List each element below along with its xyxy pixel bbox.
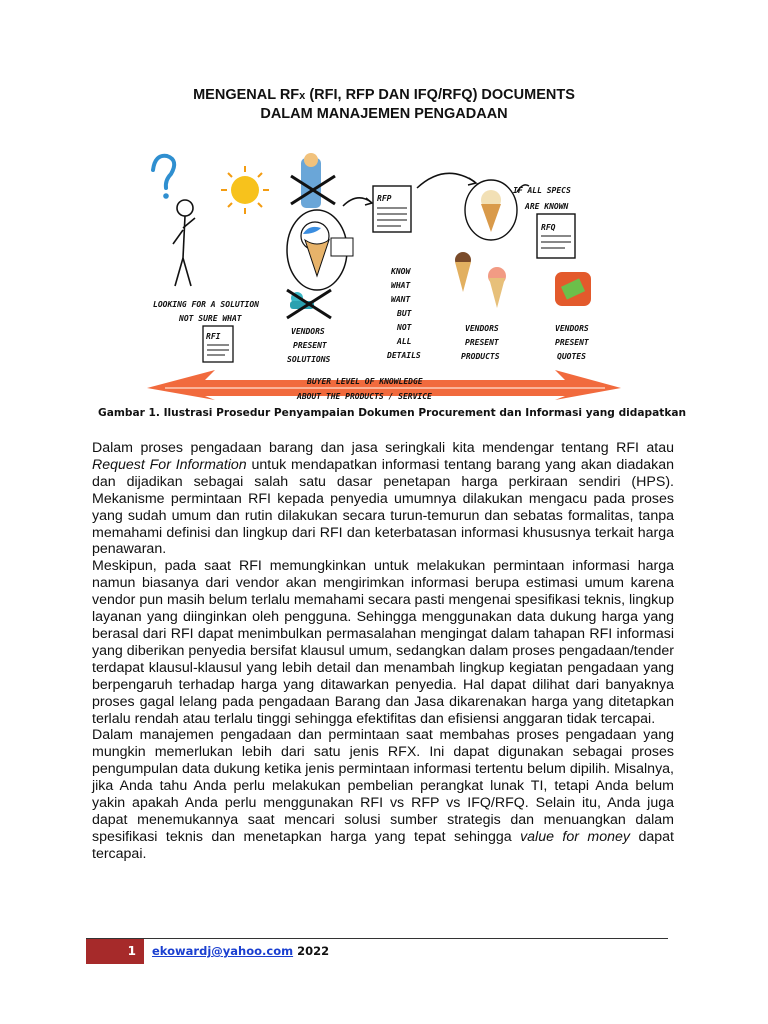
footer-divider [86,938,668,939]
footer-contact [152,944,329,958]
icecream-vendor-icon [287,210,353,290]
p1-text-b: untuk mendapatkan informasi tentang barang yang akan diadakan dan dijadikan sebagai salah satu dasar penetapan harga perkiraan sendiri (HPS). Mekanisme permintaan RFI kepada penyedia umumnya dilakukan mengacu pada proses yang sudah umum dan rutin dilakukan secara turun-temurun dan sebatas formalitas, tanpa memahami definisi dan lingkup dari RFI dan keterbatasan informasi khususnya terkait harga penawaran. [92,456,674,558]
rfq-doc-label: RFQ [541,223,556,232]
sun-icon [221,166,269,214]
label-know-5: NOT [397,323,412,332]
money-icon [555,272,591,306]
title-text-rest: (RFI, RFP DAN IFQ/RFQ) DOCUMENTS [305,87,575,103]
label-vendors-solutions-3: SOLUTIONS [287,355,331,364]
title-text: MENGENAL RF [193,87,300,103]
rfi-doc-label: RFI [206,332,221,341]
figure-caption: Gambar 1. Ilustrasi Prosedur Penyampaian Dokumen Procurement dan Informasi yang didapatkan [98,407,687,419]
rfp-document-icon [373,186,411,232]
p1-text-a: Dalam proses pengadaan barang dan jasa seringkali kita mendengar tentang RFI atau [92,440,674,456]
procurement-illustration [145,148,623,400]
label-know-2: WHAT [391,281,411,290]
label-vendors-products-3: PRODUCTS [461,352,500,361]
label-looking-2: NOT SURE WHAT [179,314,242,323]
rfq-document-icon [537,214,575,258]
rfp-doc-label: RFP [377,194,392,203]
footer-year: 2022 [293,944,330,958]
title-line-1 [0,86,768,105]
label-vendors-quotes-2: PRESENT [555,338,589,347]
vendor-crossed-icon [291,153,335,208]
document-title [0,86,768,123]
flow-arrow-2 [417,173,475,188]
p3-text-b: dapat tercapai. [92,828,674,862]
icecream-product-icon [465,180,517,240]
title-subscript: x [299,90,306,102]
label-know-1: KNOW [391,267,411,276]
label-know-4: BUT [397,309,412,318]
label-know-6: ALL [397,337,412,346]
icecream-cones-icon [455,252,506,308]
paragraph-3 [92,727,674,862]
label-specs-2: ARE KNOWN [525,202,569,211]
label-vendors-solutions-1: VENDORS [291,327,325,336]
paragraph-2: Meskipun, pada saat RFI memungkinkan untuk melakukan permintaan informasi harga namun biasanya dari vendor akan mengirimkan informasi berupa estimasi umum karena vendor pun masih belum terlalu memahami secara pasti mengenai spesifikasi teknis, lingkup layanan yang diinginkan oleh pengguna. Sehingga menggunakan data dukung harga yang berasal dari RFI dapat menimbulkan permasalahan mengingat dalam tahapan RFI informasi yang diberikan penyedia bersifat klausul umum, sedangkan dalam proses pengadaan/tender terdapat klausul-klausul yang lebih detail dan menambah lingkup kegiatan pengadaan yang berpengaruh terhadap harga yang ditawarkan penyedia. Hal dapat dilihat dari banyaknya proses gagal lelang pada pengadaan Barang dan Jasa dikarenakan harga yang ditetapkan terlalu rendah atau terlalu tinggi sehingga efektifitas dan efisiensi anggaran tidak tercapai. [92,558,674,727]
label-vendors-solutions-2: PRESENT [293,341,327,350]
thinking-person-icon [173,200,195,286]
label-know-3: WANT [391,295,411,304]
paragraph-1 [92,440,674,558]
vendor-crossed-bottom-icon [287,290,331,318]
label-vendors-products-1: VENDORS [465,324,499,333]
label-specs-1: IF ALL SPECS [513,186,571,195]
p3-emphasis: value for money [520,828,631,845]
label-vendors-quotes-1: VENDORS [555,324,589,333]
page-number: 1 [86,939,144,964]
question-mark-icon [153,156,174,199]
label-buyer-knowledge: BUYER LEVEL OF KNOWLEDGE [307,377,423,386]
rfi-document-icon [203,326,233,362]
body-text [92,440,674,863]
title-line-2: DALAM MANAJEMEN PENGADAAN [260,106,508,122]
label-looking-1: LOOKING FOR A SOLUTION [153,300,259,309]
email-link[interactable]: ekowardj@yahoo.com [152,944,294,958]
illustration-svg [145,148,623,400]
label-vendors-quotes-3: QUOTES [557,352,586,361]
label-about-products: ABOUT THE PRODUCTS / SERVICE [297,392,432,400]
label-vendors-products-2: PRESENT [465,338,499,347]
label-know-7: DETAILS [387,351,421,360]
p3-text-a: Dalam manajemen pengadaan dan permintaan saat membahas proses pengadaan yang mungkin memerlukan lebih dari satu jenis RFX. Ini dapat digunakan sebagai proses pengumpulan data dukung ketika jenis permintaan informasi tertentu belum dipilih. Misalnya, jika Anda tahu Anda perlu melakukan pembelian perangkat lunak TI, tetapi Anda belum yakin apakah Anda perlu menggunakan RFI vs RFP vs IFQ/RFQ. Selain itu, Anda juga dapat menemukannya saat mencari solusi sumber strategis dan menuangkan dalam spesifikasi teknis dan menetapkan harga yang tepat sehingga [92,727,674,845]
p1-emphasis: Request For Information [92,456,247,473]
